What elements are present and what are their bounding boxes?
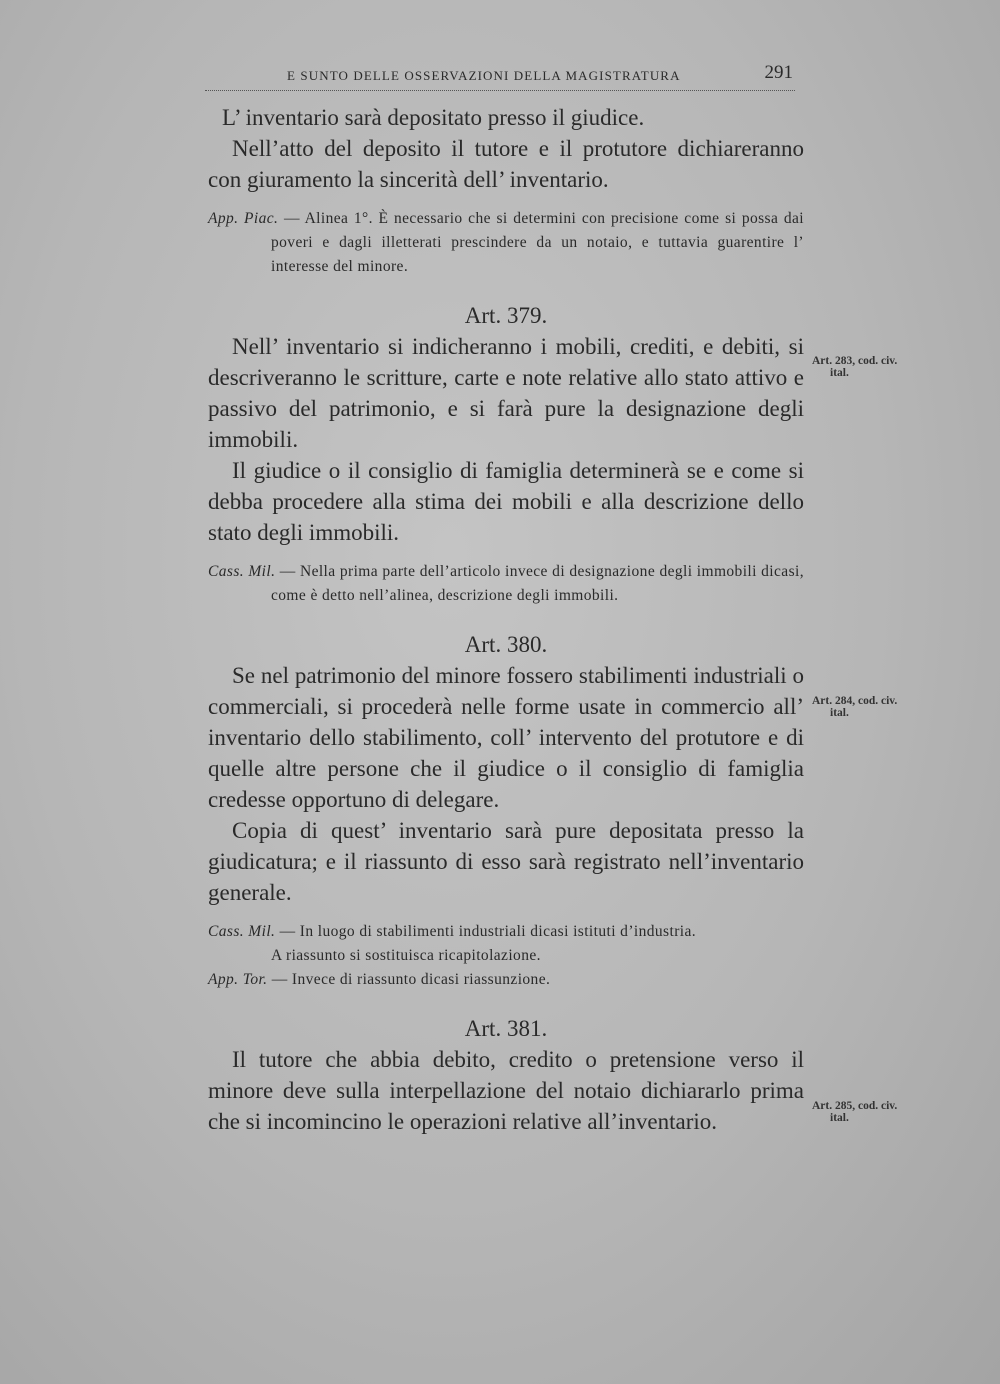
article-381-paragraph-1: Il tutore che abbia debito, credito o pretensione verso il minore deve sulla interpellazione del notaio dichiararlo prima che si incomincino le operazioni relative all’inventario. — [208, 1047, 804, 1134]
intro-note — [208, 207, 804, 279]
margin-reference-381 — [812, 1100, 932, 1124]
margin-reference-379 — [812, 355, 932, 379]
margin-ref-line2: ital. — [830, 1112, 849, 1124]
article-380-note — [208, 920, 804, 944]
article-380-note-sub: A riassunto si sostituisca ricapitolazione. — [271, 947, 541, 964]
article-380-note-2 — [208, 968, 804, 992]
article-380-heading: Art. 380. — [464, 632, 548, 657]
page-number: 291 — [764, 62, 793, 83]
note-text: — Nella prima parte dell’articolo invece di designazione degli immobili dicasi, come è detto nell’alinea, descrizione degli immobili. — [271, 563, 804, 604]
note-text: — Invece di riassunto dicasi riassunzione. — [271, 971, 551, 988]
note-source: Cass. Mil. — [208, 563, 276, 580]
article-379-note — [208, 560, 804, 608]
running-header — [205, 62, 795, 91]
margin-ref-line1: Art. 283, cod. civ. — [812, 355, 898, 367]
article-380-paragraph-1: Se nel patrimonio del minore fossero stabilimenti industriali o commerciali, si procederà nelle forme usate in commercio all’ inventario dello stabilimento, coll’ intervento del protutore e di quelle altre persone che il giudice o il consiglio di famiglia credesse opportuno di delegare. — [208, 663, 804, 812]
margin-ref-line1: Art. 284, cod. civ. — [812, 695, 898, 707]
margin-ref-line2: ital. — [830, 707, 849, 719]
margin-reference-380 — [812, 695, 932, 719]
note-text: — In luogo di stabilimenti industriali dicasi istituti d’industria. — [279, 923, 697, 940]
main-text — [208, 102, 804, 1137]
note-source: App. Tor. — [208, 971, 268, 988]
intro-paragraph-2: Nell’atto del deposito il tutore e il protutore dichiareranno con giuramento la sincerità dell’ inventario. — [208, 136, 804, 192]
header-title: E SUNTO DELLE OSSERVAZIONI DELLA MAGISTRATURA — [287, 68, 681, 83]
article-381-heading: Art. 381. — [464, 1016, 548, 1041]
note-source: App. Piac. — [208, 210, 279, 227]
margin-ref-line1: Art. 285, cod. civ. — [812, 1100, 898, 1112]
margin-ref-line2: ital. — [830, 367, 849, 379]
note-text: — Alinea 1°. È necessario che si determini con precisione come si possa dai poveri e dagli illetterati prescindere da un notaio, e tuttavia guarentire l’ interesse del minore. — [271, 210, 804, 275]
article-379-paragraph-1: Nell’ inventario si indicheranno i mobili, crediti, e debiti, si descriveranno le scritture, carte e note relative allo stato attivo e passivo del patrimonio, e si farà pure la designazione degli immobili. — [208, 334, 804, 452]
article-379-paragraph-2: Il giudice o il consiglio di famiglia determinerà se e come si debba procedere alla stima dei mobili e alla descrizione dello stato degli immobili. — [208, 458, 804, 545]
note-source: Cass. Mil. — [208, 923, 276, 940]
article-380-paragraph-2: Copia di quest’ inventario sarà pure depositata presso la giudicatura; e il riassunto di esso sarà registrato nell’inventario generale. — [208, 818, 804, 905]
intro-paragraph-1: L’ inventario sarà depositato presso il giudice. — [222, 105, 645, 130]
article-379-heading: Art. 379. — [464, 303, 548, 328]
